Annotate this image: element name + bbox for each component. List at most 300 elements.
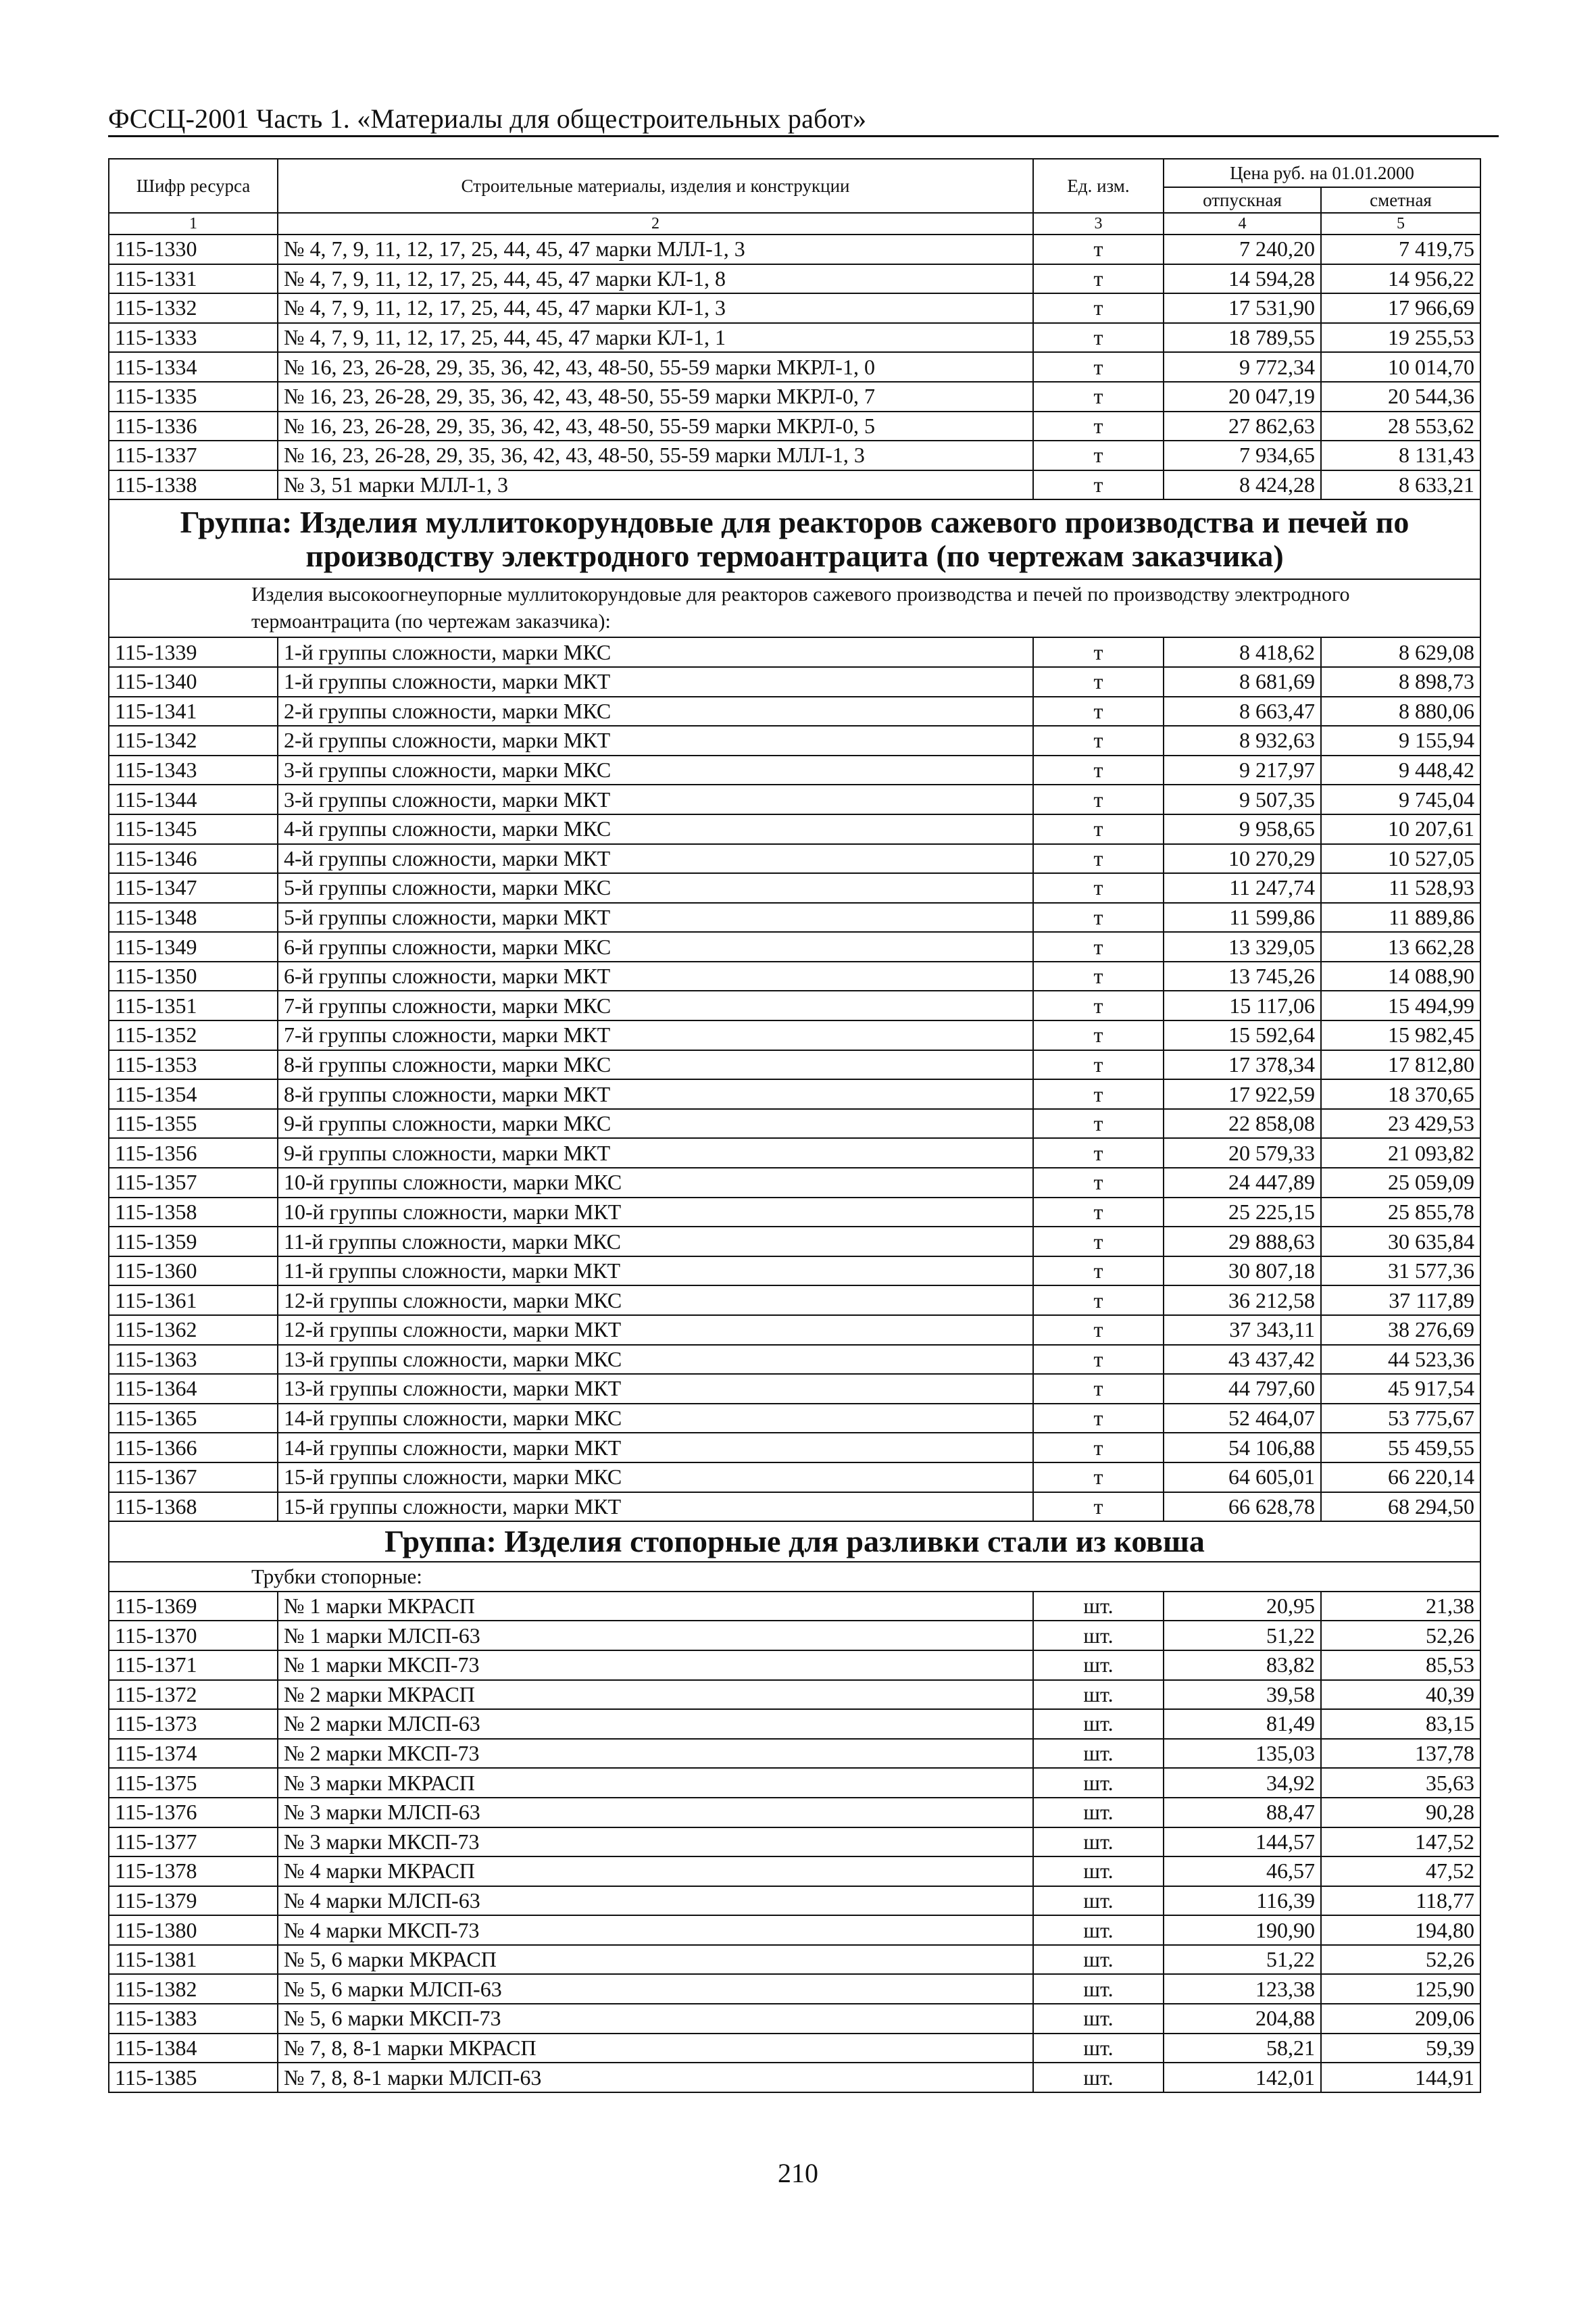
estimate-price-cell: 8 629,08 [1321,637,1480,667]
price-table [108,158,1481,2093]
table-row [109,323,1480,353]
table-row [109,697,1480,727]
table-row [109,991,1480,1020]
material-name-cell: 13-й группы сложности, марки МКТ [278,1374,1033,1404]
group-3-subheading: Трубки стопорные: [109,1562,1480,1592]
release-price-cell: 44 797,60 [1164,1374,1321,1404]
resource-code-cell: 115-1353 [109,1050,278,1080]
resource-code-cell: 115-1357 [109,1168,278,1198]
resource-code-cell: 115-1368 [109,1492,278,1522]
estimate-price-cell: 147,52 [1321,1827,1480,1857]
table-row [109,1138,1480,1168]
resource-code-cell: 115-1364 [109,1374,278,1404]
table-row [109,1621,1480,1650]
unit-cell: шт. [1033,2004,1164,2034]
unit-cell: т [1033,470,1164,500]
unit-cell: шт. [1033,1827,1164,1857]
release-price-cell: 14 594,28 [1164,264,1321,294]
estimate-price-cell: 194,80 [1321,1915,1480,1945]
estimate-price-cell: 28 553,62 [1321,412,1480,441]
resource-code-cell: 115-1376 [109,1798,278,1827]
table-row [109,2063,1480,2092]
table-row [109,441,1480,470]
resource-code-cell: 115-1349 [109,932,278,962]
table-row [109,903,1480,933]
material-name-cell: № 16, 23, 26-28, 29, 35, 36, 42, 43, 48-50, 55-59 марки МКРЛ-1, 0 [278,352,1033,382]
table-row [109,1680,1480,1710]
resource-code-cell: 115-1375 [109,1768,278,1798]
release-price-cell: 8 932,63 [1164,726,1321,756]
resource-code-cell: 115-1342 [109,726,278,756]
group-2-title: Группа: Изделия муллитокорундовые для реакторов сажевого производства и печей по производству электродного термоантрацита (по чертежам заказчика) [109,499,1480,579]
estimate-price-cell: 25 059,09 [1321,1168,1480,1198]
unit-cell: т [1033,637,1164,667]
estimate-price-cell: 10 014,70 [1321,352,1480,382]
unit-cell: т [1033,1050,1164,1080]
estimate-price-cell: 85,53 [1321,1650,1480,1680]
estimate-price-cell: 90,28 [1321,1798,1480,1827]
header-col-number: 1 [109,213,278,235]
release-price-cell: 66 628,78 [1164,1492,1321,1522]
release-price-cell: 22 858,08 [1164,1109,1321,1139]
header-name: Строительные материалы, изделия и конструкции [278,159,1033,213]
resource-code-cell: 115-1331 [109,264,278,294]
table-row [109,1198,1480,1227]
table-row [109,726,1480,756]
material-name-cell: 6-й группы сложности, марки МКТ [278,962,1033,991]
table-row [109,873,1480,903]
material-name-cell: 5-й группы сложности, марки МКТ [278,903,1033,933]
release-price-cell: 36 212,58 [1164,1285,1321,1315]
release-price-cell: 17 922,59 [1164,1079,1321,1109]
release-price-cell: 46,57 [1164,1856,1321,1886]
estimate-price-cell: 118,77 [1321,1886,1480,1916]
table-row [109,1709,1480,1739]
table-row [109,1592,1480,1621]
resource-code-cell: 115-1359 [109,1227,278,1256]
table-row [109,2004,1480,2034]
unit-cell: т [1033,814,1164,844]
material-name-cell: № 16, 23, 26-28, 29, 35, 36, 42, 43, 48-50, 55-59 марки МКРЛ-0, 7 [278,382,1033,412]
material-name-cell: № 16, 23, 26-28, 29, 35, 36, 42, 43, 48-50, 55-59 марки МКРЛ-0, 5 [278,412,1033,441]
material-name-cell: 7-й группы сложности, марки МКС [278,991,1033,1020]
material-name-cell: 3-й группы сложности, марки МКТ [278,785,1033,814]
table-row [109,2034,1480,2063]
estimate-price-cell: 21 093,82 [1321,1138,1480,1168]
estimate-price-cell: 9 155,94 [1321,726,1480,756]
release-price-cell: 116,39 [1164,1886,1321,1916]
release-price-cell: 51,22 [1164,1621,1321,1650]
unit-cell: шт. [1033,1768,1164,1798]
resource-code-cell: 115-1358 [109,1198,278,1227]
resource-code-cell: 115-1365 [109,1404,278,1433]
unit-cell: шт. [1033,1592,1164,1621]
material-name-cell: 3-й группы сложности, марки МКС [278,756,1033,785]
resource-code-cell: 115-1338 [109,470,278,500]
release-price-cell: 9 958,65 [1164,814,1321,844]
estimate-price-cell: 53 775,67 [1321,1404,1480,1433]
resource-code-cell: 115-1363 [109,1345,278,1375]
table-header [109,159,1480,235]
table-row [109,352,1480,382]
material-name-cell: 5-й группы сложности, марки МКС [278,873,1033,903]
table-row [109,1020,1480,1050]
release-price-cell: 24 447,89 [1164,1168,1321,1198]
unit-cell: т [1033,903,1164,933]
release-price-cell: 25 225,15 [1164,1198,1321,1227]
unit-cell: шт. [1033,2063,1164,2092]
estimate-price-cell: 38 276,69 [1321,1315,1480,1345]
table-row [109,1079,1480,1109]
estimate-price-cell: 8 898,73 [1321,667,1480,697]
material-name-cell: № 4 марки МЛСП-63 [278,1886,1033,1916]
release-price-cell: 144,57 [1164,1827,1321,1857]
material-name-cell: № 2 марки МКРАСП [278,1680,1033,1710]
resource-code-cell: 115-1369 [109,1592,278,1621]
release-price-cell: 51,22 [1164,1945,1321,1975]
table-row [109,1404,1480,1433]
material-name-cell: № 4 марки МКСП-73 [278,1915,1033,1945]
material-name-cell: № 5, 6 марки МКРАСП [278,1945,1033,1975]
estimate-price-cell: 11 889,86 [1321,903,1480,933]
resource-code-cell: 115-1355 [109,1109,278,1139]
estimate-price-cell: 11 528,93 [1321,873,1480,903]
release-price-cell: 9 772,34 [1164,352,1321,382]
unit-cell: т [1033,1198,1164,1227]
release-price-cell: 8 418,62 [1164,637,1321,667]
table-row [109,1109,1480,1139]
material-name-cell: 8-й группы сложности, марки МКТ [278,1079,1033,1109]
resource-code-cell: 115-1350 [109,962,278,991]
estimate-price-cell: 8 633,21 [1321,470,1480,500]
resource-code-cell: 115-1354 [109,1079,278,1109]
table-row [109,1345,1480,1375]
estimate-price-cell: 52,26 [1321,1621,1480,1650]
release-price-cell: 83,82 [1164,1650,1321,1680]
table-row [109,1433,1480,1462]
unit-cell: т [1033,932,1164,962]
estimate-price-cell: 10 207,61 [1321,814,1480,844]
unit-cell: т [1033,873,1164,903]
table-row [109,1945,1480,1975]
table-row [109,293,1480,323]
material-name-cell: № 4, 7, 9, 11, 12, 17, 25, 44, 45, 47 марки КЛ-1, 1 [278,323,1033,353]
group-3-title: Группа: Изделия стопорные для разливки стали из ковша [109,1521,1480,1562]
release-price-cell: 54 106,88 [1164,1433,1321,1462]
material-name-cell: 13-й группы сложности, марки МКС [278,1345,1033,1375]
estimate-price-cell: 18 370,65 [1321,1079,1480,1109]
page-number: 210 [778,2158,818,2188]
group-3-heading [109,1521,1480,1592]
table-row [109,1827,1480,1857]
header-rule [108,135,1499,137]
material-name-cell: № 4, 7, 9, 11, 12, 17, 25, 44, 45, 47 марки КЛ-1, 3 [278,293,1033,323]
table-row [109,382,1480,412]
material-name-cell: № 3 марки МЛСП-63 [278,1798,1033,1827]
release-price-cell: 20 579,33 [1164,1138,1321,1168]
estimate-price-cell: 40,39 [1321,1680,1480,1710]
material-name-cell: 9-й группы сложности, марки МКС [278,1109,1033,1139]
estimate-price-cell: 66 220,14 [1321,1462,1480,1492]
release-price-cell: 58,21 [1164,2034,1321,2063]
release-price-cell: 15 592,64 [1164,1020,1321,1050]
release-price-cell: 88,47 [1164,1798,1321,1827]
release-price-cell: 11 247,74 [1164,873,1321,903]
material-name-cell: 9-й группы сложности, марки МКТ [278,1138,1033,1168]
material-name-cell: 7-й группы сложности, марки МКТ [278,1020,1033,1050]
estimate-price-cell: 30 635,84 [1321,1227,1480,1256]
release-price-cell: 37 343,11 [1164,1315,1321,1345]
material-name-cell: № 3 марки МКРАСП [278,1768,1033,1798]
table-row [109,1285,1480,1315]
estimate-price-cell: 20 544,36 [1321,382,1480,412]
release-price-cell: 7 240,20 [1164,235,1321,264]
table-row [109,412,1480,441]
unit-cell: т [1033,382,1164,412]
release-price-cell: 135,03 [1164,1739,1321,1769]
material-name-cell: № 3 марки МКСП-73 [278,1827,1033,1857]
resource-code-cell: 115-1352 [109,1020,278,1050]
table-row [109,1050,1480,1080]
release-price-cell: 27 862,63 [1164,412,1321,441]
table-row [109,1650,1480,1680]
table-row [109,1798,1480,1827]
estimate-price-cell: 37 117,89 [1321,1285,1480,1315]
unit-cell: т [1033,844,1164,874]
release-price-cell: 9 217,97 [1164,756,1321,785]
unit-cell: шт. [1033,1798,1164,1827]
estimate-price-cell: 31 577,36 [1321,1256,1480,1286]
unit-cell: т [1033,726,1164,756]
material-name-cell: № 5, 6 марки МКСП-73 [278,2004,1033,2034]
resource-code-cell: 115-1356 [109,1138,278,1168]
release-price-cell: 20,95 [1164,1592,1321,1621]
table-row [109,1462,1480,1492]
unit-cell: шт. [1033,1945,1164,1975]
resource-code-cell: 115-1339 [109,637,278,667]
unit-cell: т [1033,1079,1164,1109]
unit-cell: т [1033,1285,1164,1315]
unit-cell: т [1033,1345,1164,1375]
table-row [109,1739,1480,1769]
unit-cell: шт. [1033,1856,1164,1886]
resource-code-cell: 115-1385 [109,2063,278,2092]
estimate-price-cell: 15 982,45 [1321,1020,1480,1050]
estimate-price-cell: 9 745,04 [1321,785,1480,814]
release-price-cell: 13 329,05 [1164,932,1321,962]
unit-cell: шт. [1033,1915,1164,1945]
resource-code-cell: 115-1336 [109,412,278,441]
release-price-cell: 34,92 [1164,1768,1321,1798]
material-name-cell: 6-й группы сложности, марки МКС [278,932,1033,962]
release-price-cell: 43 437,42 [1164,1345,1321,1375]
estimate-price-cell: 14 088,90 [1321,962,1480,991]
header-price: Цена руб. на 01.01.2000 [1164,159,1480,187]
material-name-cell: 11-й группы сложности, марки МКТ [278,1256,1033,1286]
release-price-cell: 15 117,06 [1164,991,1321,1020]
estimate-price-cell: 8 131,43 [1321,441,1480,470]
resource-code-cell: 115-1374 [109,1739,278,1769]
unit-cell: шт. [1033,1709,1164,1739]
resource-code-cell: 115-1351 [109,991,278,1020]
resource-code-cell: 115-1381 [109,1945,278,1975]
material-name-cell: № 16, 23, 26-28, 29, 35, 36, 42, 43, 48-50, 55-59 марки МЛЛ-1, 3 [278,441,1033,470]
material-name-cell: № 5, 6 марки МЛСП-63 [278,1974,1033,2004]
table-row [109,637,1480,667]
estimate-price-cell: 7 419,75 [1321,235,1480,264]
material-name-cell: № 7, 8, 8-1 марки МЛСП-63 [278,2063,1033,2092]
resource-code-cell: 115-1367 [109,1462,278,1492]
section-2-body [109,637,1480,1521]
estimate-price-cell: 13 662,28 [1321,932,1480,962]
unit-cell: т [1033,1433,1164,1462]
header-col-number: 5 [1321,213,1480,235]
release-price-cell: 8 681,69 [1164,667,1321,697]
resource-code-cell: 115-1333 [109,323,278,353]
resource-code-cell: 115-1335 [109,382,278,412]
material-name-cell: 4-й группы сложности, марки МКТ [278,844,1033,874]
release-price-cell: 64 605,01 [1164,1462,1321,1492]
estimate-price-cell: 137,78 [1321,1739,1480,1769]
release-price-cell: 17 378,34 [1164,1050,1321,1080]
material-name-cell: 15-й группы сложности, марки МКС [278,1462,1033,1492]
unit-cell: т [1033,1374,1164,1404]
material-name-cell: № 1 марки МКРАСП [278,1592,1033,1621]
section-1-body [109,235,1480,499]
unit-cell: шт. [1033,1974,1164,2004]
resource-code-cell: 115-1372 [109,1680,278,1710]
header-release: отпускная [1164,187,1321,213]
estimate-price-cell: 45 917,54 [1321,1374,1480,1404]
estimate-price-cell: 44 523,36 [1321,1345,1480,1375]
release-price-cell: 8 663,47 [1164,697,1321,727]
unit-cell: т [1033,1109,1164,1139]
resource-code-cell: 115-1341 [109,697,278,727]
table-row [109,1974,1480,2004]
unit-cell: т [1033,1315,1164,1345]
release-price-cell: 29 888,63 [1164,1227,1321,1256]
unit-cell: т [1033,235,1164,264]
unit-cell: т [1033,1404,1164,1433]
estimate-price-cell: 23 429,53 [1321,1109,1480,1139]
estimate-price-cell: 125,90 [1321,1974,1480,2004]
material-name-cell: 10-й группы сложности, марки МКТ [278,1198,1033,1227]
unit-cell: т [1033,991,1164,1020]
group-2-heading [109,499,1480,637]
unit-cell: т [1033,352,1164,382]
material-name-cell: № 4, 7, 9, 11, 12, 17, 25, 44, 45, 47 марки МЛЛ-1, 3 [278,235,1033,264]
unit-cell: шт. [1033,1650,1164,1680]
unit-cell: т [1033,412,1164,441]
material-name-cell: 1-й группы сложности, марки МКС [278,637,1033,667]
resource-code-cell: 115-1360 [109,1256,278,1286]
resource-code-cell: 115-1383 [109,2004,278,2034]
resource-code-cell: 115-1334 [109,352,278,382]
resource-code-cell: 115-1361 [109,1285,278,1315]
material-name-cell: № 7, 8, 8-1 марки МКРАСП [278,2034,1033,2063]
resource-code-cell: 115-1332 [109,293,278,323]
release-price-cell: 17 531,90 [1164,293,1321,323]
resource-code-cell: 115-1343 [109,756,278,785]
material-name-cell: № 4, 7, 9, 11, 12, 17, 25, 44, 45, 47 марки КЛ-1, 8 [278,264,1033,294]
material-name-cell: 15-й группы сложности, марки МКТ [278,1492,1033,1522]
unit-cell: т [1033,441,1164,470]
table-row [109,756,1480,785]
release-price-cell: 123,38 [1164,1974,1321,2004]
estimate-price-cell: 52,26 [1321,1945,1480,1975]
resource-code-cell: 115-1377 [109,1827,278,1857]
estimate-price-cell: 17 966,69 [1321,293,1480,323]
unit-cell: т [1033,1138,1164,1168]
unit-cell: шт. [1033,1739,1164,1769]
estimate-price-cell: 19 255,53 [1321,323,1480,353]
page-header-title: ФССЦ-2001 Часть 1. «Материалы для общестроительных работ» [108,103,867,134]
unit-cell: т [1033,1492,1164,1522]
unit-cell: т [1033,667,1164,697]
material-name-cell: № 1 марки МКСП-73 [278,1650,1033,1680]
resource-code-cell: 115-1337 [109,441,278,470]
resource-code-cell: 115-1384 [109,2034,278,2063]
header-unit: Ед. изм. [1033,159,1164,213]
release-price-cell: 10 270,29 [1164,844,1321,874]
table-row [109,1168,1480,1198]
estimate-price-cell: 14 956,22 [1321,264,1480,294]
unit-cell: т [1033,1020,1164,1050]
table-row [109,470,1480,500]
material-name-cell: 10-й группы сложности, марки МКС [278,1168,1033,1198]
estimate-price-cell: 35,63 [1321,1768,1480,1798]
estimate-price-cell: 15 494,99 [1321,991,1480,1020]
table-row [109,235,1480,264]
resource-code-cell: 115-1371 [109,1650,278,1680]
release-price-cell: 30 807,18 [1164,1256,1321,1286]
resource-code-cell: 115-1378 [109,1856,278,1886]
estimate-price-cell: 55 459,55 [1321,1433,1480,1462]
material-name-cell: 12-й группы сложности, марки МКС [278,1285,1033,1315]
table-row [109,264,1480,294]
release-price-cell: 7 934,65 [1164,441,1321,470]
estimate-price-cell: 9 448,42 [1321,756,1480,785]
resource-code-cell: 115-1373 [109,1709,278,1739]
material-name-cell: 1-й группы сложности, марки МКТ [278,667,1033,697]
material-name-cell: № 1 марки МЛСП-63 [278,1621,1033,1650]
resource-code-cell: 115-1340 [109,667,278,697]
header-estimate: сметная [1321,187,1480,213]
table-row [109,1886,1480,1916]
table-row [109,667,1480,697]
estimate-price-cell: 47,52 [1321,1856,1480,1886]
resource-code-cell: 115-1382 [109,1974,278,2004]
table-row [109,1374,1480,1404]
estimate-price-cell: 21,38 [1321,1592,1480,1621]
resource-code-cell: 115-1330 [109,235,278,264]
material-name-cell: 4-й группы сложности, марки МКС [278,814,1033,844]
table-row [109,1768,1480,1798]
material-name-cell: 2-й группы сложности, марки МКС [278,697,1033,727]
release-price-cell: 20 047,19 [1164,382,1321,412]
unit-cell: т [1033,1227,1164,1256]
table-row [109,844,1480,874]
material-name-cell: № 3, 51 марки МЛЛ-1, 3 [278,470,1033,500]
table-row [109,814,1480,844]
release-price-cell: 52 464,07 [1164,1404,1321,1433]
estimate-price-cell: 59,39 [1321,2034,1480,2063]
estimate-price-cell: 209,06 [1321,2004,1480,2034]
unit-cell: т [1033,264,1164,294]
material-name-cell: 8-й группы сложности, марки МКС [278,1050,1033,1080]
resource-code-cell: 115-1348 [109,903,278,933]
unit-cell: т [1033,1462,1164,1492]
